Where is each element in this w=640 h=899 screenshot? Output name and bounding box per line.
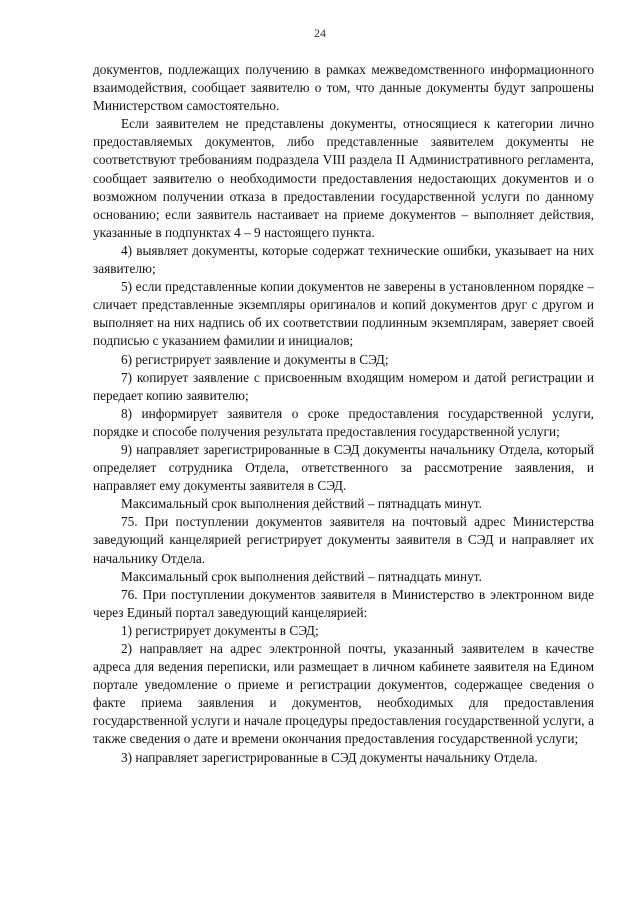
paragraph-clause-75: 75. При поступлении документов заявителя на почтовый адрес Министерства заведующий канцелярией регистрирует документы заявителя в СЭД и направляет их начальнику Отдела. — [93, 514, 594, 566]
paragraph-item-8: 8) информирует заявителя о сроке предоставления государственной услуги, порядке и способе получения результата предоставления государственной услуги; — [93, 405, 594, 439]
paragraph-max-time: Максимальный срок выполнения действий – пятнадцать минут. — [121, 496, 482, 512]
paragraph-max-time: Максимальный срок выполнения действий – пятнадцать минут. — [121, 568, 482, 584]
paragraph-item-4: 4) выявляет документы, которые содержат технические ошибки, указывает на них заявителю; — [93, 242, 594, 277]
paragraph-item-7: 7) копирует заявление с присвоенным входящим номером и датой регистрации и передает копию заявителю; — [93, 369, 594, 403]
page-number: 24 — [314, 26, 326, 40]
paragraph-clause-76-item-2: 2) направляет на адрес электронной почты, указанный заявителем в качестве адреса для ведения переписки, или размещает в личном кабинете заявителя на Едином портале уведомление о приеме и регистрации документов, содержащее сведения о факте приема заявления и документов, необходимых для предоставления государственной услуги и начале процедуры предоставления государственной услуги, а также сведения о дате и времени окончания предоставления государственной услуги; — [93, 641, 594, 747]
paragraph-clause-76-item-1: 1) регистрирует документы в СЭД; — [121, 622, 319, 638]
paragraph-missing-documents: Если заявителем не представлены документы, относящиеся к категории лично предоставляемых документов, либо представленные заявителем документы не соответствуют требованиям подраздела VIII раздела II Административного регламента, сообщает заявителю о необходимости предоставления недостающих документов и о возможном получении отказа в предоставлении государственной услуги по данному основанию; если заявитель настаивает на приеме документов – выполняет действия, указанные в подпунктах 4 – 9 настоящего пункта. — [93, 116, 594, 240]
paragraph-continuation: документов, подлежащих получению в рамках межведомственного информационного взаимодействия, сообщает заявителю о том, что данные документы будут запрошены Министерством самостоятельно. — [93, 62, 594, 114]
paragraph-item-9: 9) направляет зарегистрированные в СЭД документы начальнику Отдела, который определяет сотрудника Отдела, ответственного за рассмотрение заявления, и направляет ему документы заявителя в СЭД. — [93, 441, 594, 494]
paragraph-clause-76: 76. При поступлении документов заявителя в Министерство в электронном виде через Единый портал заведующий канцелярией: — [93, 586, 594, 620]
paragraph-clause-76-item-3: 3) направляет зарегистрированные в СЭД документы начальнику Отдела. — [121, 749, 538, 765]
document-body — [93, 61, 594, 767]
paragraph-item-5: 5) если представленные копии документов не заверены в установленном порядке – сличает представленные экземпляры оригиналов и копий документов друг с другом и выполняет на них надпись об их соответствии подлинным экземплярам, заверяет своей подписью с указанием фамилии и инициалов; — [93, 279, 594, 349]
paragraph-item-6: 6) регистрирует заявление и документы в СЭД; — [121, 351, 389, 367]
